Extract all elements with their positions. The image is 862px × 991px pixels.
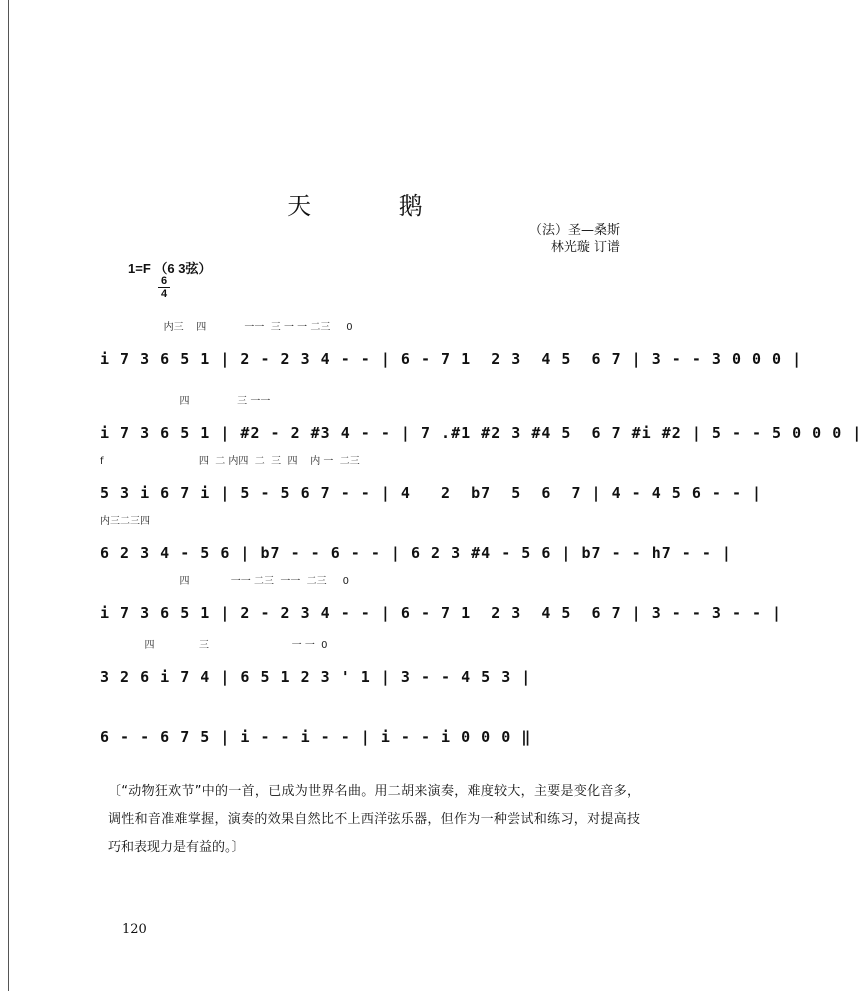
score-row-2 [100,392,862,452]
arranger-credit: 林光璇 订谱 [550,240,620,255]
score-row-7 [100,696,640,756]
score-row-1 [100,318,803,378]
score-row-6 [100,636,640,696]
score-row-5 [100,572,783,632]
fingering-marks: 四 三 一 一 0 [100,640,328,651]
time-signature [158,276,170,299]
score-row-3 [100,452,763,512]
fingering-marks: 四 一一 二三 一一 二三 0 [100,576,349,587]
fingering-marks: 四 三 一一 [100,396,271,407]
notation-line: i 7 3 6 5 1 | 2 - 2 3 4 - - | 6 - 7 1 2 3 4 5 6 7 | 3 - - 3 0 0 0 | [100,350,803,368]
notation-line: i 7 3 6 5 1 | #2 - 2 #3 4 - - | 7 .#1 #2 3 #4 5 6 7 #i #2 | 5 - - 5 0 0 0 | [100,424,862,442]
fingering-marks: f 四 二 内四 二 三 四 内 一 二三 [100,456,360,467]
page-number: 120 [122,922,147,937]
footnote-paragraph: 〔“动物狂欢节”中的一首，已成为世界名曲。用二胡来演奏，难度较大，主要是变化音多，调性和音准难掌握，演奏的效果自然比不上西洋弦乐器，但作为一种尝试和练习，对提高技巧和表现力是有益的。〕 [108,784,640,855]
meter-bottom: 4 [160,288,168,300]
notation-line: 6 2 3 4 - 5 6 | b7 - - 6 - - | 6 2 3 #4 - 5 6 | b7 - - h7 - - | [100,544,732,562]
fingering-marks [100,696,640,720]
page-edge-rule [8,0,9,991]
fingering-marks: 内三 四 一一 三 一 一 二三 0 [100,322,353,333]
composer-credit: （法）圣—桑斯 [528,223,620,238]
fingering-marks: 内三二三四 [100,516,150,527]
notation-line: i 7 3 6 5 1 | 2 - 2 3 4 - - | 6 - 7 1 2 3 4 5 6 7 | 3 - - 3 - - | [100,604,783,622]
score-row-4 [100,512,732,572]
notation-line: 3 2 6 i 7 4 | 6 5 1 2 3 ' 1 | 3 - - 4 5 3 | [100,668,532,686]
piece-title: 天 鹅 [287,192,463,220]
notation-line: 6 - - 6 7 5 | i - - i - - | i - - i 0 0 0 ‖ [100,728,532,746]
meter-top: 6 [160,275,168,287]
key-signature: 1=F （6 3弦） [128,261,212,276]
notation-line: 5 3 i 6 7 i | 5 - 5 6 7 - - | 4 2 b7 5 6 7 | 4 - 4 5 6 - - | [100,484,763,502]
